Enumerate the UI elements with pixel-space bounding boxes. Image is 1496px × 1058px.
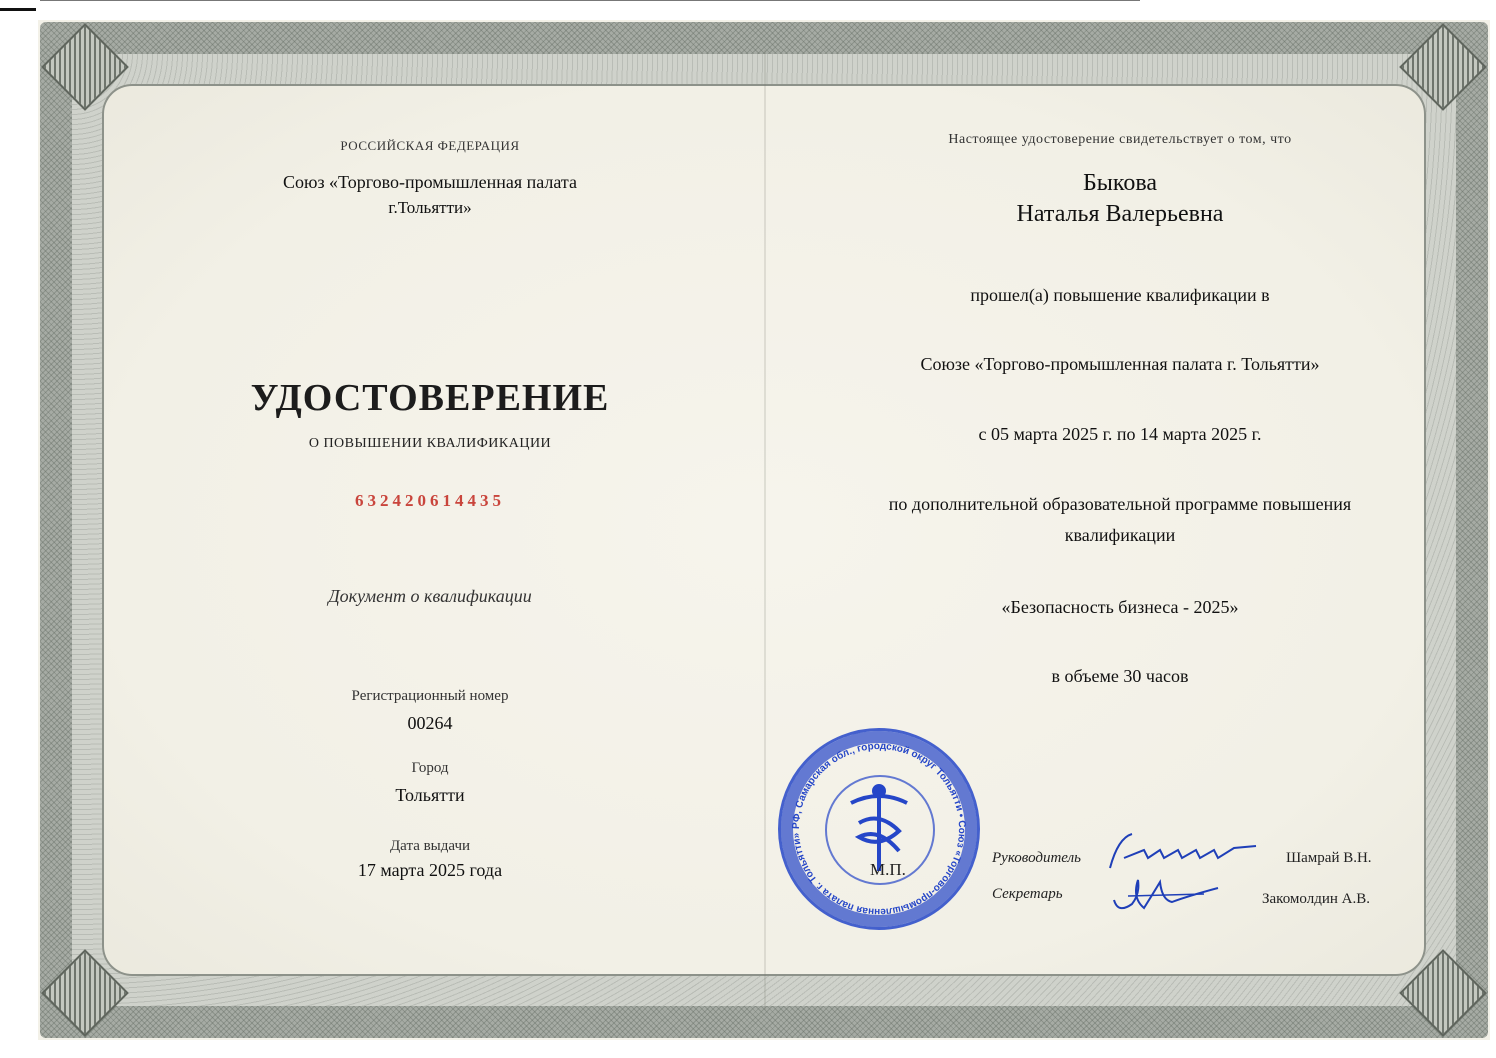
city-label: Город xyxy=(411,760,449,776)
org-name-line1: Союз «Торгово-промышленная палата xyxy=(282,172,577,192)
org-name-line2: г.Тольятти» xyxy=(388,198,472,217)
document-type: Документ о квалификации xyxy=(328,586,532,606)
city-value: Тольятти xyxy=(395,785,465,805)
holder-surname: Быкова xyxy=(1082,170,1157,196)
stamp-place-mark: М.П. xyxy=(870,860,906,879)
registration-number: 00264 xyxy=(407,713,453,733)
scan-edge-mark xyxy=(0,8,36,11)
head-name: Шамрай В.Н. xyxy=(1286,850,1372,866)
organization-seal-icon xyxy=(778,728,980,930)
issue-date-value: 17 марта 2025 года xyxy=(357,860,503,880)
program-name: «Безопасность бизнеса - 2025» xyxy=(1001,597,1239,617)
registration-label: Регистрационный номер xyxy=(351,688,509,704)
secretary-signature-icon xyxy=(1108,874,1228,918)
issue-date-label: Дата выдачи xyxy=(389,838,471,854)
left-page xyxy=(180,0,680,1058)
institution-name: Союзе «Торгово-промышленная палата г. Тольятти» xyxy=(920,354,1320,374)
program-line1: по дополнительной образовательной программе повышения xyxy=(888,494,1352,514)
head-label: Руководитель xyxy=(992,850,1081,866)
passed-text: прошел(а) повышение квалификации в xyxy=(970,285,1270,305)
seal-outer-text: РФ, Самарская обл., городской округ Тольятти • Союз «Торгово-промышленная палата г. Тольятти» xyxy=(790,740,968,918)
program-line2: квалификации xyxy=(1064,525,1176,545)
holder-given-names: Наталья Валерьевна xyxy=(1016,201,1224,227)
secretary-label: Секретарь xyxy=(992,886,1063,902)
secretary-name: Закомолдин А.В. xyxy=(1262,891,1370,907)
document-title: УДОСТОВЕРЕНИЕ xyxy=(250,377,610,419)
study-period: с 05 марта 2025 г. по 14 марта 2025 г. xyxy=(978,424,1262,444)
country-label: РОССИЙСКАЯ ФЕДЕРАЦИЯ xyxy=(340,138,520,153)
head-signature-icon xyxy=(1104,828,1264,872)
document-number: 632420614435 xyxy=(355,491,505,510)
document-subtitle: О ПОВЫШЕНИИ КВАЛИФИКАЦИИ xyxy=(308,436,552,451)
intro-text: Настоящее удостоверение свидетельствует о том, что xyxy=(948,132,1292,147)
program-volume: в объеме 30 часов xyxy=(1051,666,1189,686)
page-fold xyxy=(764,50,766,1010)
